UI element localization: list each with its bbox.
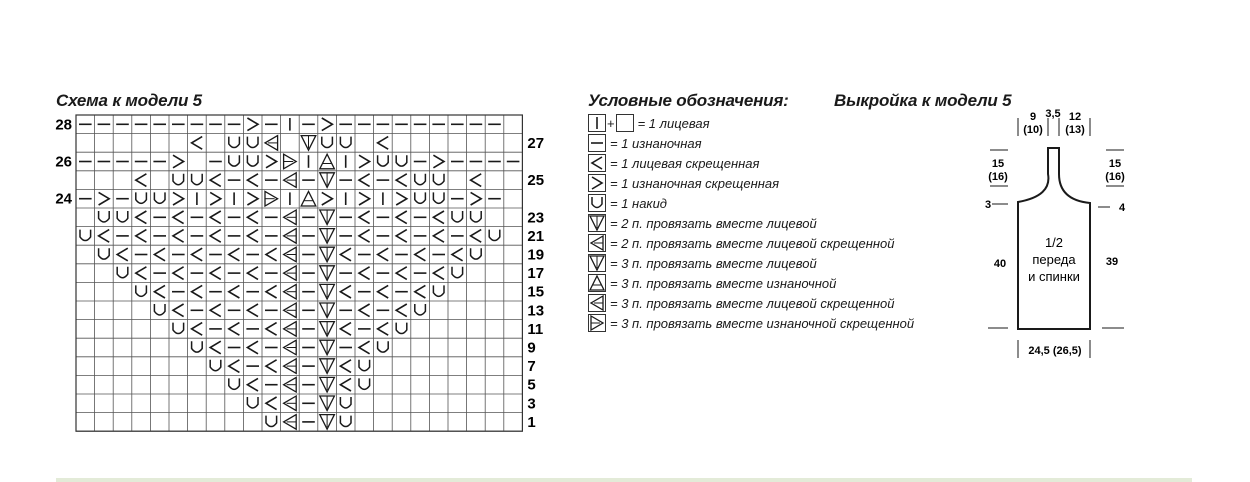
legend-item [588, 194, 667, 212]
gt-icon [588, 174, 606, 192]
pattern-center-2: переда [1032, 252, 1076, 267]
legend-text: = 1 изнаночная скрещенная [610, 175, 780, 191]
chart-cell [247, 378, 258, 391]
garment-pattern [960, 100, 1130, 370]
chart-cell [173, 304, 184, 317]
chart-cell [433, 192, 444, 203]
chart-cell [396, 267, 407, 280]
dim-top-right-alt: (13) [1065, 124, 1085, 136]
chart-cell [320, 340, 335, 355]
chart-cell [229, 285, 240, 298]
dim-right-upper: 15 [1108, 158, 1122, 170]
chart-cell [433, 285, 444, 296]
legend-item [588, 314, 914, 332]
chart-cell [265, 191, 278, 206]
chart-cell [192, 174, 203, 185]
legend-item [588, 254, 817, 272]
dim-top-left: 9 [1029, 111, 1037, 123]
chart-cell [247, 267, 258, 280]
row-label-right: 25 [527, 172, 545, 190]
chart-cell [284, 210, 297, 225]
chart-cell [471, 192, 482, 205]
chart-cell [247, 397, 258, 408]
chart-cell [471, 230, 482, 243]
legend-item [588, 114, 710, 132]
chart-row [210, 359, 369, 374]
chart-cell [266, 285, 277, 298]
legend-item [588, 294, 895, 312]
chart-cell [340, 360, 351, 373]
chart-cell [320, 247, 335, 262]
chart-row [136, 284, 444, 299]
dim-top-mid: 3,5 [1045, 108, 1061, 120]
chart-cell [340, 397, 351, 408]
chart-row [79, 118, 501, 131]
chart-cell [320, 359, 335, 374]
footer-rule [56, 478, 1192, 482]
legend-text: = 3 п. провязать вместе лицевой [610, 255, 817, 271]
chart-cell [229, 360, 240, 373]
chart-cell [117, 211, 128, 222]
chart-cell [320, 210, 335, 225]
chart-cell [247, 230, 258, 243]
chart-cell [229, 248, 240, 261]
chart-cell [396, 211, 407, 224]
chart-cell [192, 341, 203, 352]
chart-cell [378, 341, 389, 352]
chart-cell [284, 359, 297, 374]
legend-title: Условные обозначения: [588, 91, 789, 110]
dim-left-upper: 15 [991, 158, 1005, 170]
dim-right-upper-alt: (16) [1105, 171, 1125, 183]
pattern-center-1: 1/2 [1044, 235, 1064, 250]
row-label-left: 24 [55, 190, 72, 208]
chart-cell [415, 304, 426, 315]
chart-cell [154, 192, 165, 203]
legend-text: = 3 п. провязать вместе изнаночной скрещенной [610, 315, 915, 331]
dim-left-upper-alt: (16) [988, 171, 1008, 183]
empty-icon [616, 114, 634, 132]
chart-cell [210, 211, 221, 224]
row-label-right: 17 [527, 265, 545, 283]
chart-cell [173, 211, 184, 224]
chart-cell [266, 416, 277, 427]
chart-cell [433, 155, 444, 168]
plus-sign: + [607, 115, 615, 131]
legend-item [588, 134, 702, 152]
chart-cell [192, 285, 203, 298]
knitting-chart [0, 0, 580, 440]
row-label-right: 3 [527, 395, 536, 413]
chart-cell [247, 155, 258, 166]
legend-text: = 3 п. провязать вместе изнаночной [610, 275, 837, 291]
row-label-left: 26 [55, 153, 72, 171]
chart-cell [359, 211, 370, 224]
row-label-right: 5 [527, 376, 536, 394]
chart-cell [301, 136, 316, 151]
chart-cell [433, 211, 444, 224]
legend-text: = 2 п. провязать вместе лицевой скрещенной [610, 235, 895, 251]
legend-text: = 3 п. провязать вместе лицевой скрещенной [610, 295, 895, 311]
chart-cell [229, 155, 240, 166]
chart-cell [340, 248, 351, 261]
chart-cell [320, 266, 335, 281]
pattern-center-3: и спинки [1028, 269, 1080, 284]
legend-text: = 1 лицевая скрещенная [610, 155, 760, 171]
chart-cell [173, 267, 184, 280]
chart-cell [320, 173, 335, 188]
chart-cell [415, 248, 426, 261]
chart-cell [99, 248, 110, 259]
chart-cell [173, 230, 184, 243]
chart-cell [471, 248, 482, 259]
chart-cell [320, 377, 335, 392]
legend-text: = 1 изнаночная [610, 135, 702, 151]
row-label-right: 7 [527, 358, 536, 376]
row-label-right: 9 [527, 339, 536, 357]
chart-cell [396, 230, 407, 243]
chart-cell [173, 155, 184, 168]
k3tog-tbl-icon [588, 294, 606, 312]
chart-cell [173, 174, 184, 185]
chart-cell [284, 284, 297, 299]
chart-cell [471, 211, 482, 222]
chart-cell [340, 137, 351, 148]
chart-cell [359, 341, 370, 354]
chart-cell [433, 174, 444, 185]
chart-cell [322, 137, 333, 148]
chart-row [173, 322, 407, 337]
chart-cell [136, 230, 147, 243]
chart-cell [117, 267, 128, 278]
dim-top-right: 12 [1068, 111, 1082, 123]
chart-cell [247, 118, 258, 131]
chart-cell [247, 174, 258, 187]
chart-cell [415, 285, 426, 298]
row-label-right: 23 [527, 209, 545, 227]
chart-cell [284, 154, 297, 169]
legend-item [588, 214, 817, 232]
chart-cell [173, 192, 184, 205]
chart-cell [247, 211, 258, 224]
row-label-right: 11 [527, 320, 544, 338]
chart-cell [489, 230, 500, 241]
chart-cell [136, 285, 147, 296]
dim-left-height: 40 [993, 258, 1007, 270]
chart-cell [301, 191, 316, 206]
chart-cell [210, 174, 221, 187]
chart-cell [136, 174, 147, 187]
chart-cell [340, 416, 351, 427]
chart-cell [284, 173, 297, 188]
chart-cell [136, 211, 147, 224]
dash-icon [588, 134, 606, 152]
chart-cell [396, 323, 407, 334]
chart-cell [99, 192, 110, 205]
chart-cell [433, 230, 444, 243]
chart-cell [173, 323, 184, 334]
row-label-right: 13 [527, 302, 545, 320]
chart-cell [415, 174, 426, 185]
chart-row [192, 340, 389, 355]
chart-cell [229, 323, 240, 336]
chart-cell [359, 192, 370, 205]
row-label-right: 27 [527, 134, 545, 152]
chart-cell [247, 341, 258, 354]
row-label-right: 15 [527, 283, 545, 301]
p3tog-tbl-icon [588, 314, 606, 332]
chart-row [99, 247, 482, 262]
chart-cell [359, 378, 370, 389]
chart-cell [192, 323, 203, 336]
chart-grid [76, 115, 522, 431]
legend-text: = 1 накид [610, 195, 667, 211]
pattern-title: Выкройка к модели 5 [834, 91, 1012, 110]
chart-cell [452, 248, 463, 261]
lt-icon [588, 154, 606, 172]
chart-cell [154, 285, 165, 298]
chart-cell [284, 303, 297, 318]
chart-row [79, 191, 501, 206]
chart-cell [471, 174, 482, 187]
legend-item [588, 234, 895, 252]
chart-cell [136, 267, 147, 280]
chart-cell [154, 304, 165, 315]
chart-cell [284, 340, 297, 355]
chart-cell [210, 341, 221, 354]
chart-cell [210, 304, 221, 317]
chart-cell [322, 118, 333, 131]
chart-cell [117, 248, 128, 261]
chart-cell [320, 303, 335, 318]
chart-cell [80, 230, 91, 241]
chart-row [154, 303, 425, 318]
chart-cell [359, 360, 370, 371]
chart-cell [340, 323, 351, 336]
chart-cell [452, 211, 463, 222]
chart-cell [192, 248, 203, 261]
chart-cell [99, 211, 110, 222]
chart-cell [359, 304, 370, 317]
chart-cell [210, 267, 221, 280]
chart-cell [378, 285, 389, 298]
chart-cell [359, 230, 370, 243]
chart-cell [284, 322, 297, 337]
chart-cell [320, 322, 335, 337]
purl-bar-icon [588, 114, 606, 132]
dim-right-height: 39 [1105, 256, 1119, 268]
chart-row [99, 210, 482, 225]
chart-cell [378, 155, 389, 166]
chart-cell [433, 267, 444, 280]
chart-cell [247, 137, 258, 148]
chart-cell [378, 248, 389, 261]
legend-item [588, 274, 836, 292]
chart-cell [320, 284, 335, 299]
chart-row [192, 136, 389, 151]
chart-cell [229, 137, 240, 148]
chart-cell [99, 230, 110, 243]
dim-bottom: 24,5 (26,5) [1028, 345, 1082, 357]
chart-cell [340, 378, 351, 391]
row-label-right: 19 [527, 246, 545, 264]
yo-icon [588, 194, 606, 212]
legend-item [588, 154, 759, 172]
dim-right-small: 4 [1118, 202, 1126, 214]
chart-cell [320, 229, 335, 244]
chart-cell [266, 155, 277, 168]
row-label-left: 28 [55, 116, 72, 134]
chart-cell [266, 323, 277, 336]
k2tog-tbl-icon [588, 234, 606, 252]
chart-cell [210, 360, 221, 371]
chart-cell [320, 415, 335, 430]
chart-cell [284, 396, 297, 411]
chart-cell [359, 155, 370, 168]
chart-cell [154, 248, 165, 261]
chart-cell [266, 360, 277, 373]
dim-top-left-alt: (10) [1023, 124, 1043, 136]
chart-cell [452, 267, 463, 278]
chart-cell [284, 415, 297, 430]
k3tog-icon [588, 254, 606, 272]
chart-cell [247, 192, 258, 205]
chart-cell [340, 285, 351, 298]
chart-cell [378, 323, 389, 336]
chart-cell [415, 192, 426, 203]
dim-left-small: 3 [984, 199, 992, 211]
chart-cell [210, 192, 221, 205]
chart-cell [322, 192, 333, 205]
chart-cell [396, 192, 407, 205]
chart-cell [396, 304, 407, 317]
chart-cell [378, 137, 389, 150]
chart-cell [192, 137, 203, 150]
chart-cell [396, 155, 407, 166]
p3tog-icon [588, 274, 606, 292]
chart-cell [266, 248, 277, 261]
row-label-right: 21 [527, 227, 545, 245]
chart-title: Схема к модели 5 [56, 91, 202, 110]
chart-cell [320, 154, 335, 169]
legend-item [588, 174, 779, 192]
chart-cell [266, 397, 277, 410]
chart-cell [359, 267, 370, 280]
chart-cell [265, 136, 278, 151]
legend-text: = 1 лицевая [637, 115, 710, 131]
chart-cell [136, 192, 147, 203]
chart-cell [359, 174, 370, 187]
chart-cell [284, 247, 297, 262]
chart-cell [229, 378, 240, 389]
legend-text: = 2 п. провязать вместе лицевой [610, 215, 817, 231]
row-label-right: 1 [527, 413, 536, 431]
chart-row [80, 229, 500, 244]
chart-cell [210, 230, 221, 243]
chart-cell [247, 304, 258, 317]
chart-cell [320, 396, 335, 411]
chart-cell [284, 266, 297, 281]
chart-cell [284, 377, 297, 392]
chart-cell [284, 229, 297, 244]
chart-row [266, 415, 351, 430]
k2tog-icon [588, 214, 606, 232]
chart-cell [396, 174, 407, 187]
